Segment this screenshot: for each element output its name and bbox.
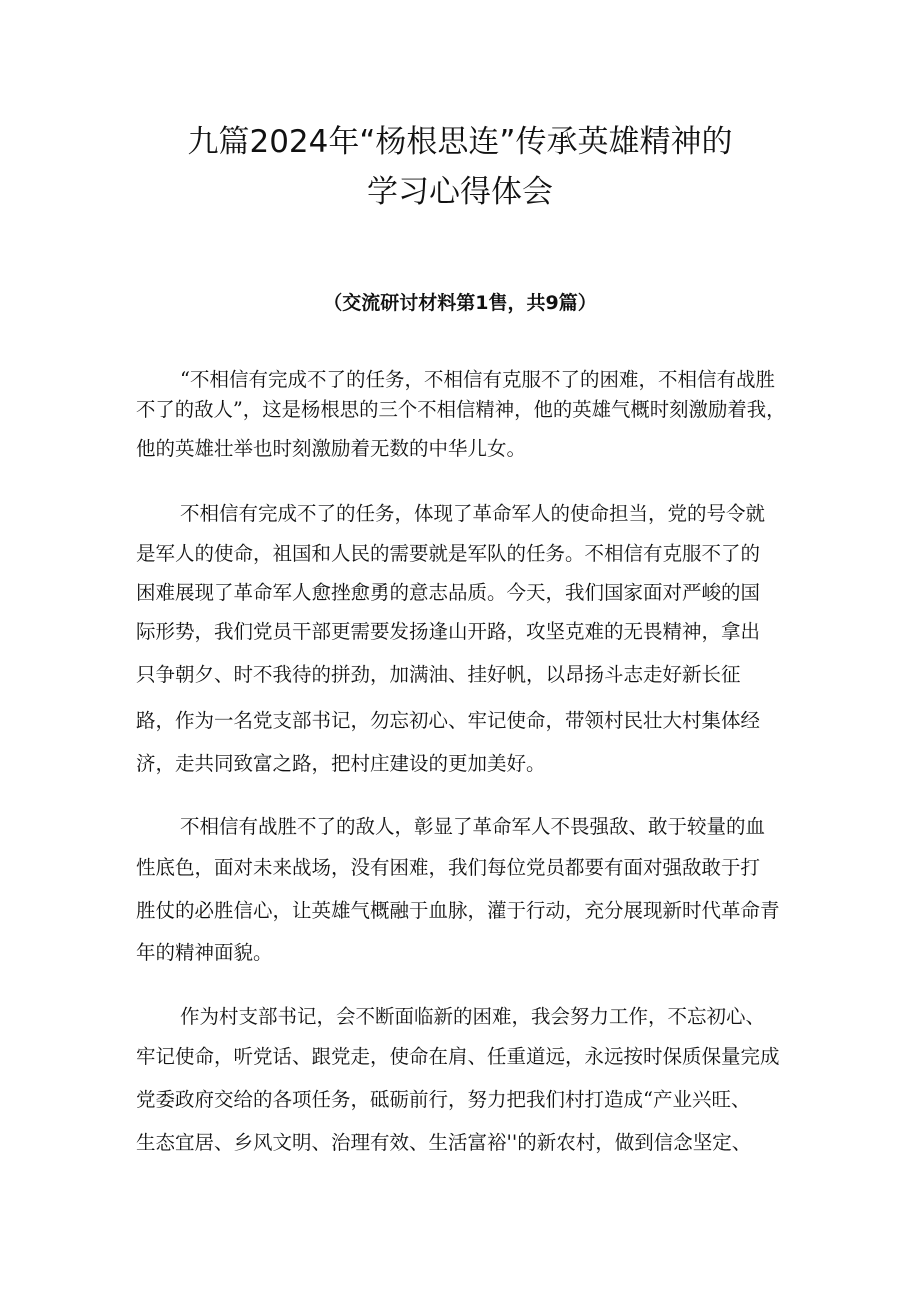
paragraph-line: 路，作为一名党支部书记，勿忘初心、牢记使命，带领村民壮大村集体经 [136, 709, 761, 732]
paragraph-line: 他的英雄壮举也时刻激励着无数的中华儿女。 [136, 437, 527, 460]
paragraph-line: 党委政府交给的各项任务，砥砺前行，努力把我们村打造成“产业兴旺、 [136, 1088, 751, 1111]
paragraph-line: 年的精神面貌。 [136, 941, 273, 964]
document-title-line-2: 学习心得体会 [367, 174, 553, 210]
paragraph-line: 困难展现了革命军人愈挫愈勇的意志品质。今天，我们国家面对严峻的国 [136, 581, 761, 604]
document-title-line-1: 九篇2024年“杨根思连”传承英雄精神的 [187, 124, 733, 160]
paragraph-line: 是军人的使命，祖国和人民的需要就是军队的任务。不相信有克服不了的 [136, 542, 761, 565]
paragraph-line: “不相信有完成不了的任务，不相信有克服不了的困难，不相信有战胜 [180, 368, 775, 391]
paragraph-line: 性底色，面对未来战场，没有困难，我们每位党员都要有面对强敌敢于打 [136, 856, 761, 879]
paragraph-line: 牢记使命，听党话、跟党走，使命在肩、任重道远，永远按时保质保量完成 [136, 1045, 780, 1068]
paragraph-line: 只争朝夕、时不我待的拼劲，加满油、挂好帆，以昂扬斗志走好新长征 [136, 663, 741, 686]
document-subtitle: （交流研讨材料第1售，共9篇） [323, 292, 597, 314]
paragraph-line: 胜仗的必胜信心，让英雄气概融于血脉，灌于行动，充分展现新时代革命青 [136, 899, 780, 922]
paragraph-line: 不相信有战胜不了的敌人，彰显了革命军人不畏强敌、敢于较量的血 [180, 815, 766, 838]
paragraph-line: 济，走共同致富之路，把村庄建设的更加美好。 [136, 752, 546, 775]
paragraph-line: 作为村支部书记，会不断面临新的困难，我会努力工作，不忘初心、 [180, 1005, 766, 1028]
paragraph-line: 生态宜居、乡风文明、治理有效、生活富裕''的新农村，做到信念坚定、 [136, 1131, 752, 1154]
paragraph-line: 不了的敌人”，这是杨根思的三个不相信精神，他的英雄气概时刻激励着我， [136, 398, 786, 421]
paragraph-line: 际形势，我们党员干部更需要发扬逢山开路，攻坚克难的无畏精神，拿出 [136, 620, 761, 643]
paragraph-line: 不相信有完成不了的任务，体现了革命军人的使命担当，党的号令就 [180, 502, 766, 525]
